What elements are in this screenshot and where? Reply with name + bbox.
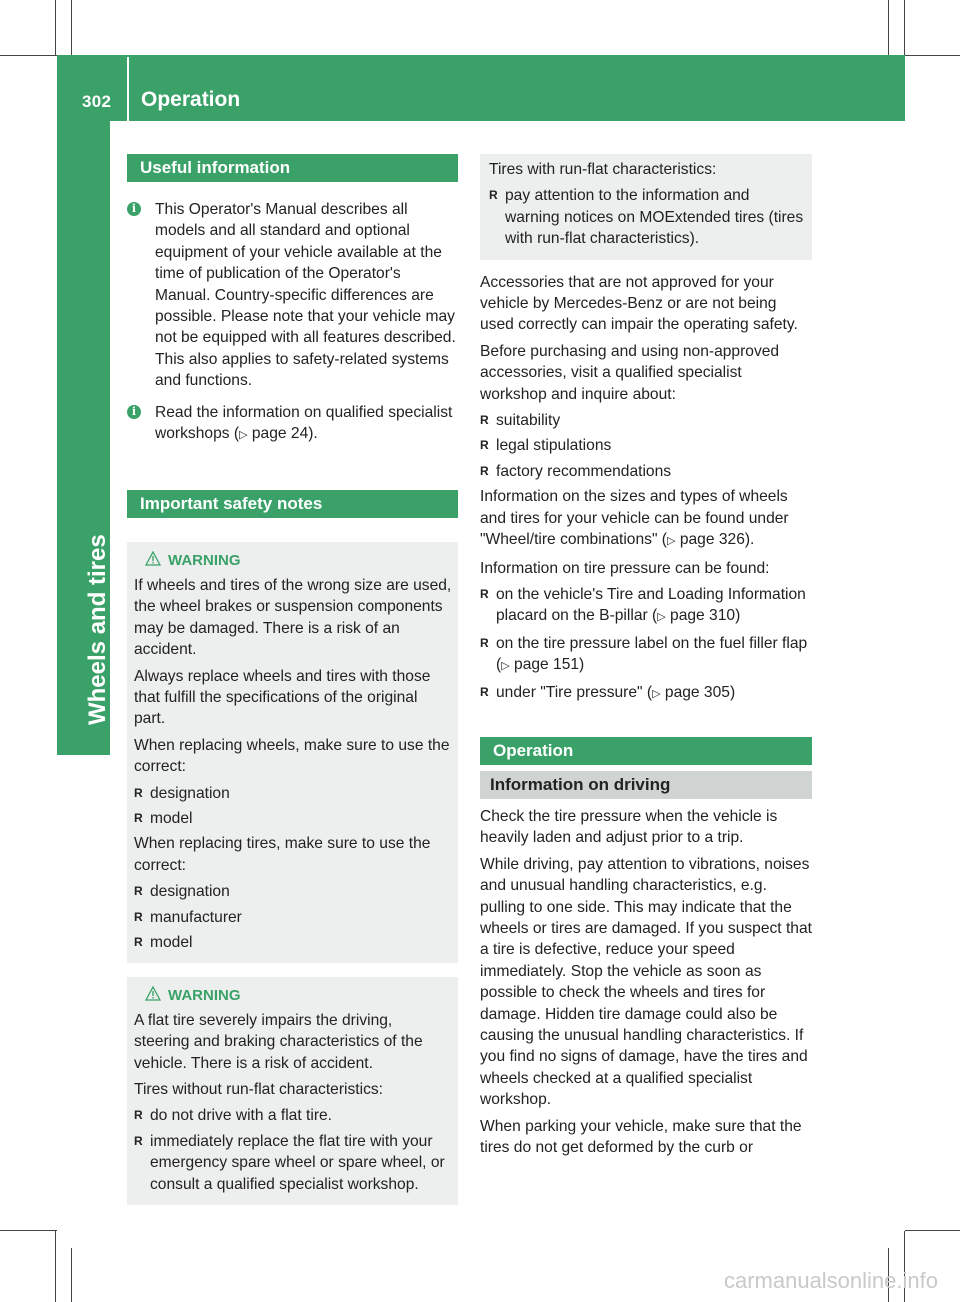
page-reference-link[interactable]: page 326).	[679, 531, 755, 549]
crop-mark	[55, 1231, 56, 1302]
crop-mark	[71, 1248, 72, 1302]
bullet-list	[134, 881, 452, 953]
crop-mark	[905, 1230, 960, 1231]
bullet-list	[134, 1105, 452, 1195]
list-item: R pay attention to the information and warning notices on MOExtended tires (tires with run-flat characteristics).	[489, 185, 806, 249]
info-text-part: Read the information on qualified specialist workshops (	[155, 403, 453, 443]
list-item: R factory recommendations	[480, 461, 812, 482]
subsection-heading-information-on-driving: Information on driving	[480, 771, 812, 799]
right-column	[480, 154, 812, 1163]
warning-box	[127, 542, 458, 963]
warning-text: Tires with run-flat characteristics:	[489, 161, 717, 178]
warning-box	[127, 977, 458, 1205]
bullet-list	[489, 185, 806, 249]
list-item	[480, 584, 812, 629]
section-heading-operation: Operation	[480, 737, 812, 765]
body-text	[480, 486, 812, 552]
section-heading-important-safety-notes: Important safety notes	[127, 490, 458, 518]
left-column	[127, 154, 458, 1205]
list-item: R legal stipulations	[480, 435, 812, 456]
warning-continuation-box	[480, 154, 812, 260]
list-item-text: on the tire pressure label on the fuel filler flap (	[496, 634, 808, 674]
page-reference-link[interactable]: page 310)	[670, 607, 741, 625]
crop-mark	[71, 0, 72, 55]
body-text: Check the tire pressure when the vehicle is heavily laden and adjust prior to a trip.	[480, 807, 778, 847]
page-reference-link[interactable]: page 305)	[664, 683, 736, 701]
list-item: R model	[134, 808, 452, 829]
list-item-text: under "Tire pressure" (	[496, 683, 653, 701]
crop-mark	[888, 0, 889, 55]
page-ref-arrow-icon: ▷	[501, 660, 510, 673]
info-note	[127, 402, 458, 447]
page-number: 302	[82, 92, 112, 111]
crop-mark	[905, 55, 960, 56]
warning-label: WARNING	[168, 552, 241, 570]
crop-mark	[0, 55, 57, 56]
list-item-text: on the vehicle's Tire and Loading Information placard on the B-pillar (	[496, 585, 806, 625]
list-item	[480, 682, 812, 705]
warning-heading	[134, 985, 452, 1006]
warning-label: WARNING	[168, 987, 241, 1005]
crop-mark	[0, 1230, 57, 1231]
page-reference-link[interactable]: page 151)	[514, 656, 585, 674]
body-text: Information on tire pressure can be found:	[480, 559, 770, 577]
bullet-list	[480, 410, 812, 482]
info-text: This Operator's Manual describes all models and all standard and optional equipment of your vehicle available at the time of publication of the Operator's Manual. Country-specific differences are possible. Please note that your vehicle may not be equipped with all features described. This also applies to safety-related systems and functions.	[155, 201, 456, 390]
page-ref-arrow-icon: ▷	[239, 429, 248, 442]
side-tab-label: Wheels and tires	[84, 534, 111, 725]
info-note	[127, 199, 458, 392]
warning-triangle-icon	[145, 986, 161, 1001]
bullet-list	[480, 584, 812, 705]
list-item: R model	[134, 932, 452, 953]
page-reference-link[interactable]: page 24).	[251, 425, 318, 443]
warning-heading	[134, 550, 452, 571]
warning-text: If wheels and tires of the wrong size are used, the wheel brakes or suspension components may be damaged. There is a risk of an accident.	[134, 576, 452, 659]
warning-text: When replacing wheels, make sure to use the correct:	[134, 736, 450, 776]
page-ref-arrow-icon: ▷	[652, 687, 661, 700]
warning-triangle-icon	[145, 551, 161, 566]
warning-text: Tires without run-flat characteristics:	[134, 1081, 383, 1098]
list-item: R designation	[134, 783, 452, 804]
crop-mark	[55, 0, 56, 55]
bullet-list	[134, 783, 452, 830]
body-text-part: Information on the sizes and types of wheels and tires for your vehicle can be found under "Wheel/tire combinations" (	[480, 488, 789, 549]
body-text: While driving, pay attention to vibrations, noises and unusual handling characteristics, e.g. pulling to one side. This may indicate that the wheels or tires are damaged. If you suspect that a tire is defective, reduce your speed immediately. Stop the vehicle as soon as possible to check the wheels and tires for damage. Hidden tire damage could also be causing the unusual handling characteristics. If you find no signs of damage, have the tires and wheels checked at a qualified specialist workshop.	[480, 855, 812, 1109]
list-item: R suitability	[480, 410, 812, 431]
info-icon: i	[127, 405, 141, 419]
warning-text: A flat tire severely impairs the driving, steering and braking characteristics of the vehicle. There is a risk of accident.	[134, 1011, 423, 1072]
section-heading-useful-information: Useful information	[127, 154, 458, 182]
info-icon: i	[127, 202, 141, 216]
warning-text: Always replace wheels and tires with those that fulfill the specifications of the original part.	[134, 667, 431, 728]
list-item	[480, 633, 812, 678]
page-title: Operation	[141, 88, 241, 111]
list-item: R designation	[134, 881, 452, 902]
list-item: R manufacturer	[134, 907, 452, 928]
body-text: When parking your vehicle, make sure that the tires do not get deformed by the curb or	[480, 1117, 802, 1157]
body-text: Accessories that are not approved for your vehicle by Mercedes-Benz or are not being used correctly can impair the operating safety.	[480, 273, 798, 334]
crop-mark	[904, 0, 905, 55]
body-text: Before purchasing and using non-approved accessories, visit a qualified specialist workshop and inquire about:	[480, 342, 780, 403]
watermark: carmanualsonline.info	[723, 1268, 938, 1293]
list-item: R do not drive with a flat tire.	[134, 1105, 452, 1126]
header-divider	[127, 57, 129, 121]
page-ref-arrow-icon: ▷	[667, 535, 676, 548]
warning-text: When replacing tires, make sure to use the correct:	[134, 835, 431, 874]
info-text	[143, 402, 458, 447]
list-item: R immediately replace the flat tire with your emergency spare wheel or spare wheel, or consult a qualified specialist workshop.	[134, 1131, 452, 1195]
page-ref-arrow-icon: ▷	[657, 611, 666, 624]
